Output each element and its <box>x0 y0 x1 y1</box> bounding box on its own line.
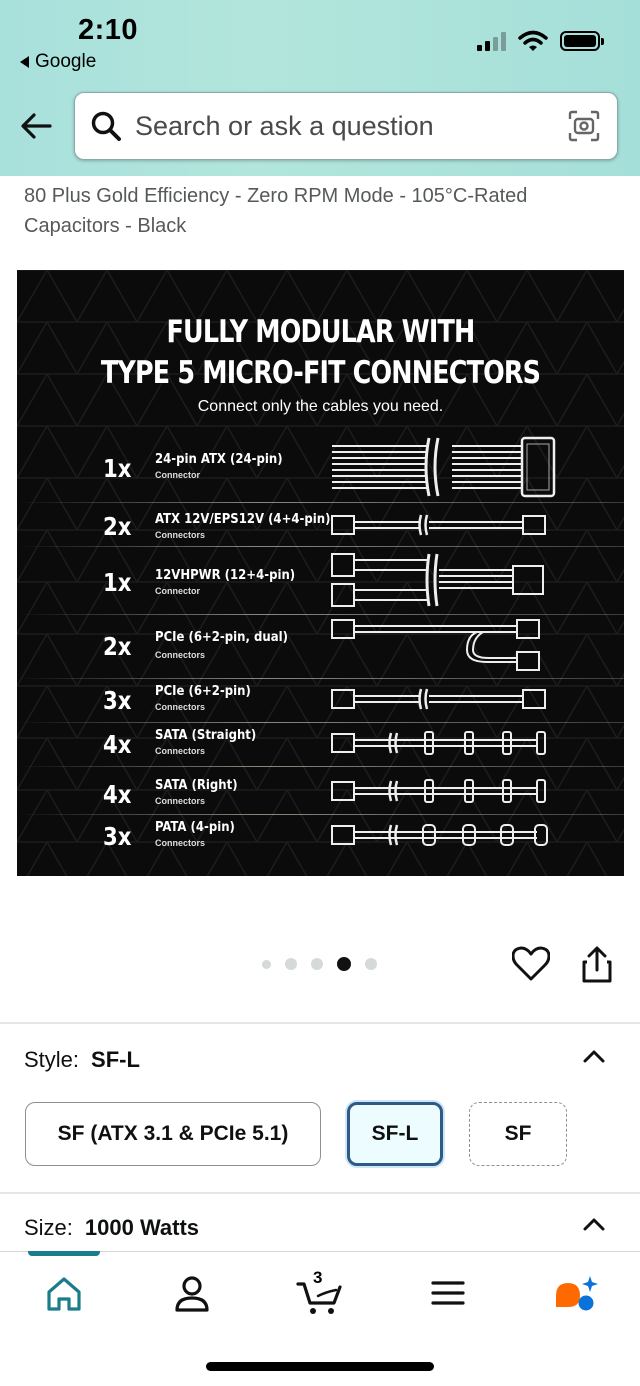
sata-straight-cable-icon <box>327 730 577 756</box>
connector-type: Connectors <box>155 746 206 756</box>
image-carousel-dots[interactable] <box>262 957 377 971</box>
status-icons <box>477 30 600 52</box>
home-indicator <box>206 1362 434 1371</box>
home-icon[interactable] <box>40 1270 88 1318</box>
share-icon[interactable] <box>580 946 614 984</box>
carousel-dot[interactable] <box>285 958 297 970</box>
row-divider <box>17 678 624 679</box>
connector-type: Connector <box>155 470 200 480</box>
style-option-sf[interactable]: SF <box>469 1102 567 1166</box>
row-divider <box>17 614 624 615</box>
product-image[interactable] <box>17 270 624 876</box>
menu-icon[interactable] <box>424 1270 472 1318</box>
connector-qty: 1x <box>103 454 132 483</box>
image-headline-2: TYPE 5 MICRO-FIT CONNECTORS <box>100 355 541 391</box>
connector-qty: 2x <box>103 632 132 661</box>
connector-name: PCIe (6+2-pin, dual) <box>155 630 288 645</box>
row-divider <box>17 502 624 503</box>
section-divider <box>0 1192 640 1194</box>
connector-name: 12VHPWR (12+4-pin) <box>155 568 296 583</box>
style-label <box>24 1047 140 1073</box>
connector-type: Connectors <box>155 650 206 660</box>
24pin-cable-icon <box>327 434 577 500</box>
connector-type: Connectors <box>155 530 206 540</box>
wifi-icon <box>518 30 548 52</box>
eps-cable-icon <box>327 512 577 538</box>
back-arrow-icon[interactable] <box>16 106 56 146</box>
pcie-cable-icon <box>327 686 577 712</box>
back-to-app-link[interactable] <box>20 51 96 73</box>
connector-type: Connectors <box>155 796 206 806</box>
header <box>0 0 640 176</box>
row-divider <box>17 814 624 815</box>
sata-right-cable-icon <box>327 778 577 804</box>
section-divider <box>0 1022 640 1024</box>
size-label <box>24 1215 199 1241</box>
connector-qty: 2x <box>103 512 132 541</box>
connector-qty: 3x <box>103 686 132 715</box>
heart-icon[interactable] <box>512 946 550 982</box>
image-subline: Connect only the cables you need. <box>197 398 444 415</box>
connector-type: Connectors <box>155 702 206 712</box>
status-time: 2:10 <box>78 14 139 46</box>
chevron-up-icon[interactable] <box>582 1044 606 1068</box>
rufus-ai-assistant-icon[interactable] <box>552 1270 600 1318</box>
battery-icon <box>560 31 600 51</box>
size-selected-value: 1000 Watts <box>84 1215 200 1240</box>
chevron-up-icon[interactable] <box>582 1212 606 1236</box>
connector-name: ATX 12V/EPS12V (4+4-pin) <box>155 512 331 527</box>
search-icon <box>89 109 123 143</box>
connector-name: 24-pin ATX (24-pin) <box>155 452 283 467</box>
carousel-dot[interactable] <box>311 958 323 970</box>
style-label-text: Style: <box>24 1047 80 1072</box>
pcie-dual-cable-icon <box>327 616 577 676</box>
image-headline-1: FULLY MODULAR WITH <box>166 314 475 350</box>
connector-qty: 4x <box>103 730 132 759</box>
pata-cable-icon <box>327 822 577 848</box>
camera-lens-icon[interactable] <box>567 109 601 143</box>
connector-type: Connector <box>155 586 200 596</box>
connector-name: SATA (Right) <box>155 778 238 793</box>
connector-qty: 1x <box>103 568 132 597</box>
back-app-label: Google <box>35 51 97 72</box>
style-selected-value: SF-L <box>91 1047 140 1072</box>
account-icon[interactable] <box>168 1270 216 1318</box>
style-option-sf-atx[interactable]: SF (ATX 3.1 & PCIe 5.1) <box>25 1102 321 1166</box>
carousel-dot-active[interactable] <box>337 957 351 971</box>
row-divider <box>17 546 624 547</box>
cellular-signal-icon <box>477 31 506 51</box>
connector-qty: 3x <box>103 822 132 851</box>
size-label-text: Size: <box>24 1215 73 1240</box>
connector-name: PATA (4-pin) <box>155 820 235 835</box>
carousel-dot[interactable] <box>262 960 271 969</box>
row-divider <box>17 766 624 767</box>
row-divider <box>17 722 624 723</box>
carousel-dot[interactable] <box>365 958 377 970</box>
search-bar[interactable] <box>74 92 618 160</box>
active-tab-indicator <box>28 1251 100 1256</box>
connector-name: SATA (Straight) <box>155 728 257 743</box>
style-option-sf-l[interactable]: SF-L <box>347 1102 443 1166</box>
product-title[interactable]: 80 Plus Gold Efficiency - Zero RPM Mode - 105°C-Rated Capacitors - Black <box>24 185 528 237</box>
cart-count-badge: 3 <box>313 1268 323 1287</box>
connector-qty: 4x <box>103 780 132 809</box>
connector-type: Connectors <box>155 838 206 848</box>
12vhpwr-cable-icon <box>327 550 577 610</box>
search-input[interactable] <box>135 111 535 142</box>
back-triangle-icon <box>20 56 29 68</box>
connector-name: PCIe (6+2-pin) <box>155 684 251 699</box>
